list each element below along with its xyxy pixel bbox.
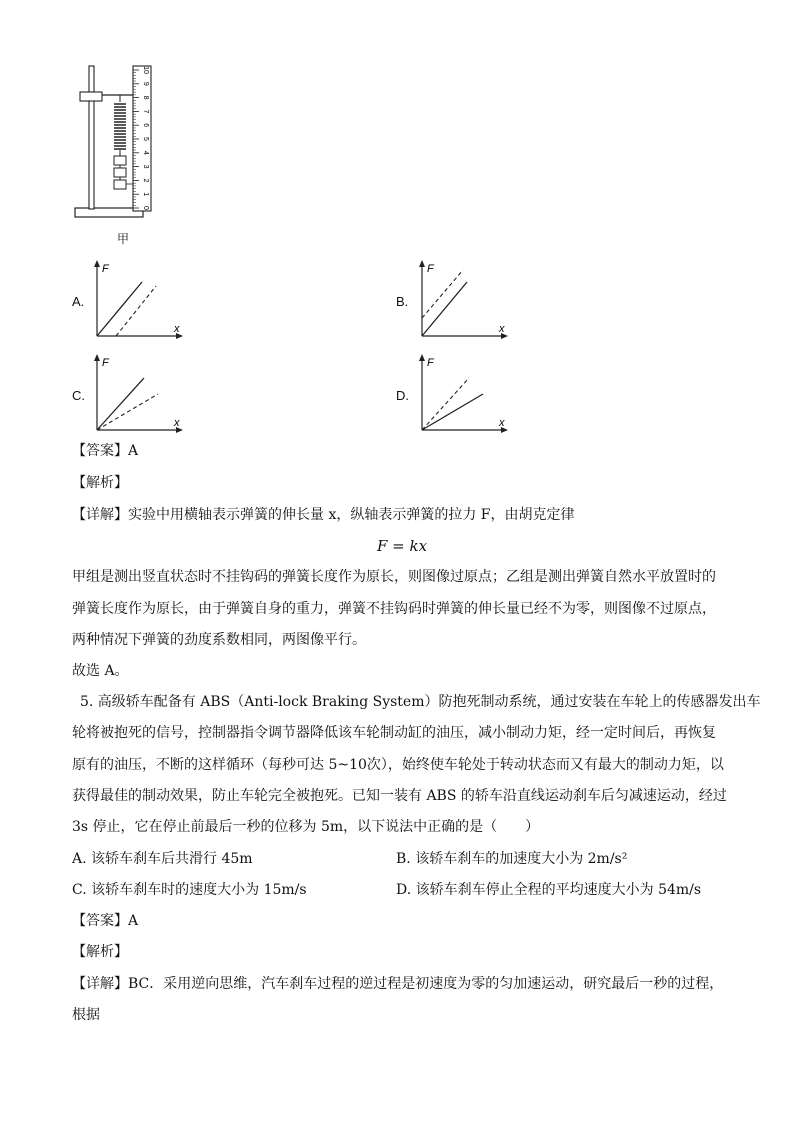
q5-answer: 【答案】A	[72, 913, 139, 929]
graph-b-x-label: x	[499, 323, 505, 335]
stand-rod	[89, 66, 94, 209]
ruler-tick-label: 5	[142, 137, 149, 141]
q5-analysis-heading: 【解析】	[72, 944, 128, 960]
q5-option-a: A. 该轿车刹车后共滑行 45m	[72, 851, 253, 867]
graph-b	[413, 258, 519, 342]
q5-stem-line-3: 原有的油压，不断的这样循环（每秒可达 5~10次），始终使车轮处于转动状态而又有最大的制动力矩，以	[72, 757, 724, 773]
graph-a	[88, 258, 194, 342]
spring-apparatus-figure	[70, 60, 160, 230]
ruler-tick-label: 4	[142, 150, 149, 155]
ruler-tick-label: 0	[142, 206, 149, 210]
graph-c	[88, 352, 194, 436]
graph-d-solid-line	[422, 394, 483, 430]
q5-option-c: C. 该轿车刹车时的速度大小为 15m/s	[72, 882, 307, 898]
ruler-tick-label: 1	[142, 192, 149, 197]
graph-b-y-label: F	[427, 263, 434, 275]
ruler-tick-label: 10	[142, 66, 149, 74]
ruler-tick-label: 8	[142, 95, 149, 100]
graph-a-y-label: F	[102, 263, 109, 275]
ruler-tick-label: 2	[142, 178, 149, 183]
q5-detail-line-2: 根据	[72, 1007, 100, 1023]
graph-d-x-label: x	[499, 417, 505, 429]
q5-stem-line-4: 获得最佳的制动效果，防止车轮完全被抱死。已知一装有 ABS 的轿车沿直线运动刹车后匀减速运动，经过	[72, 788, 727, 804]
q5-option-b: B. 该轿车刹车的加速度大小为 2m/s²	[396, 851, 628, 867]
option-a-label: A.	[72, 294, 85, 309]
q4-analysis-heading: 【解析】	[72, 475, 128, 491]
option-b-label: B.	[396, 294, 409, 309]
ruler-tick-label: 7	[142, 109, 149, 114]
graph-a-x-label: x	[174, 323, 180, 335]
graph-d-y-label: F	[427, 357, 434, 369]
graph-a-solid-line	[97, 282, 142, 336]
q4-answer: 【答案】A	[72, 443, 139, 459]
option-d-label: D.	[396, 388, 409, 403]
graph-c-solid-line	[97, 378, 144, 430]
hooke-law-equation: F = kx	[377, 537, 428, 555]
stand-clamp	[80, 92, 102, 101]
ruler-tick-label: 9	[142, 81, 149, 86]
graph-c-dashed-line	[97, 394, 158, 430]
graph-a-dashed-line	[116, 286, 156, 336]
q4-detail-line-2: 甲组是测出竖直状态时不挂钩码的弹簧长度作为原长，则图像过原点；乙组是测出弹簧自然水平放置时的	[72, 569, 716, 585]
ruler-tick-label: 3	[142, 164, 149, 169]
graph-c-y-label: F	[102, 357, 109, 369]
graph-c-x-label: x	[174, 417, 180, 429]
ruler-tick-label: 6	[142, 123, 149, 128]
q4-detail-line-4: 两种情况下弹簧的劲度系数相同，两图像平行。	[72, 632, 366, 648]
q5-option-d: D. 该轿车刹车停止全程的平均速度大小为 54m/s	[396, 882, 702, 898]
hook-weights	[114, 156, 133, 189]
spring	[114, 95, 126, 156]
q5-stem-line-5: 3s 停止，它在停止前最后一秒的位移为 5m，以下说法中正确的是（ ）	[72, 819, 540, 835]
graph-d-dashed-line	[422, 378, 469, 430]
q5-stem-line-1: 5. 高级轿车配备有 ABS（Anti-lock Braking System）防抱死制动系统，通过安装在车轮上的传感器发出车	[80, 694, 761, 710]
graph-d	[413, 352, 519, 436]
option-c-label: C.	[72, 388, 85, 403]
graph-b-solid-line	[422, 282, 467, 336]
q5-stem-line-2: 轮将被抱死的信号，控制器指令调节器降低该车轮制动缸的油压，减小制动力矩，经一定时间后，再恢复	[72, 725, 716, 741]
q4-conclusion: 故选 A。	[72, 663, 129, 679]
q4-detail-line-3: 弹簧长度作为原长，由于弹簧自身的重力，弹簧不挂钩码时弹簧的伸长量已经不为零，则图像不过原点，	[72, 601, 716, 617]
q4-detail-line-1: 【详解】实验中用横轴表示弹簧的伸长量 x，纵轴表示弹簧的拉力 F，由胡克定律	[72, 507, 575, 523]
q5-detail-line-1: 【详解】BC．采用逆向思维，汽车刹车过程的逆过程是初速度为零的匀加速运动，研究最后一秒的过程，	[72, 976, 724, 992]
figure-caption: 甲	[117, 232, 130, 246]
